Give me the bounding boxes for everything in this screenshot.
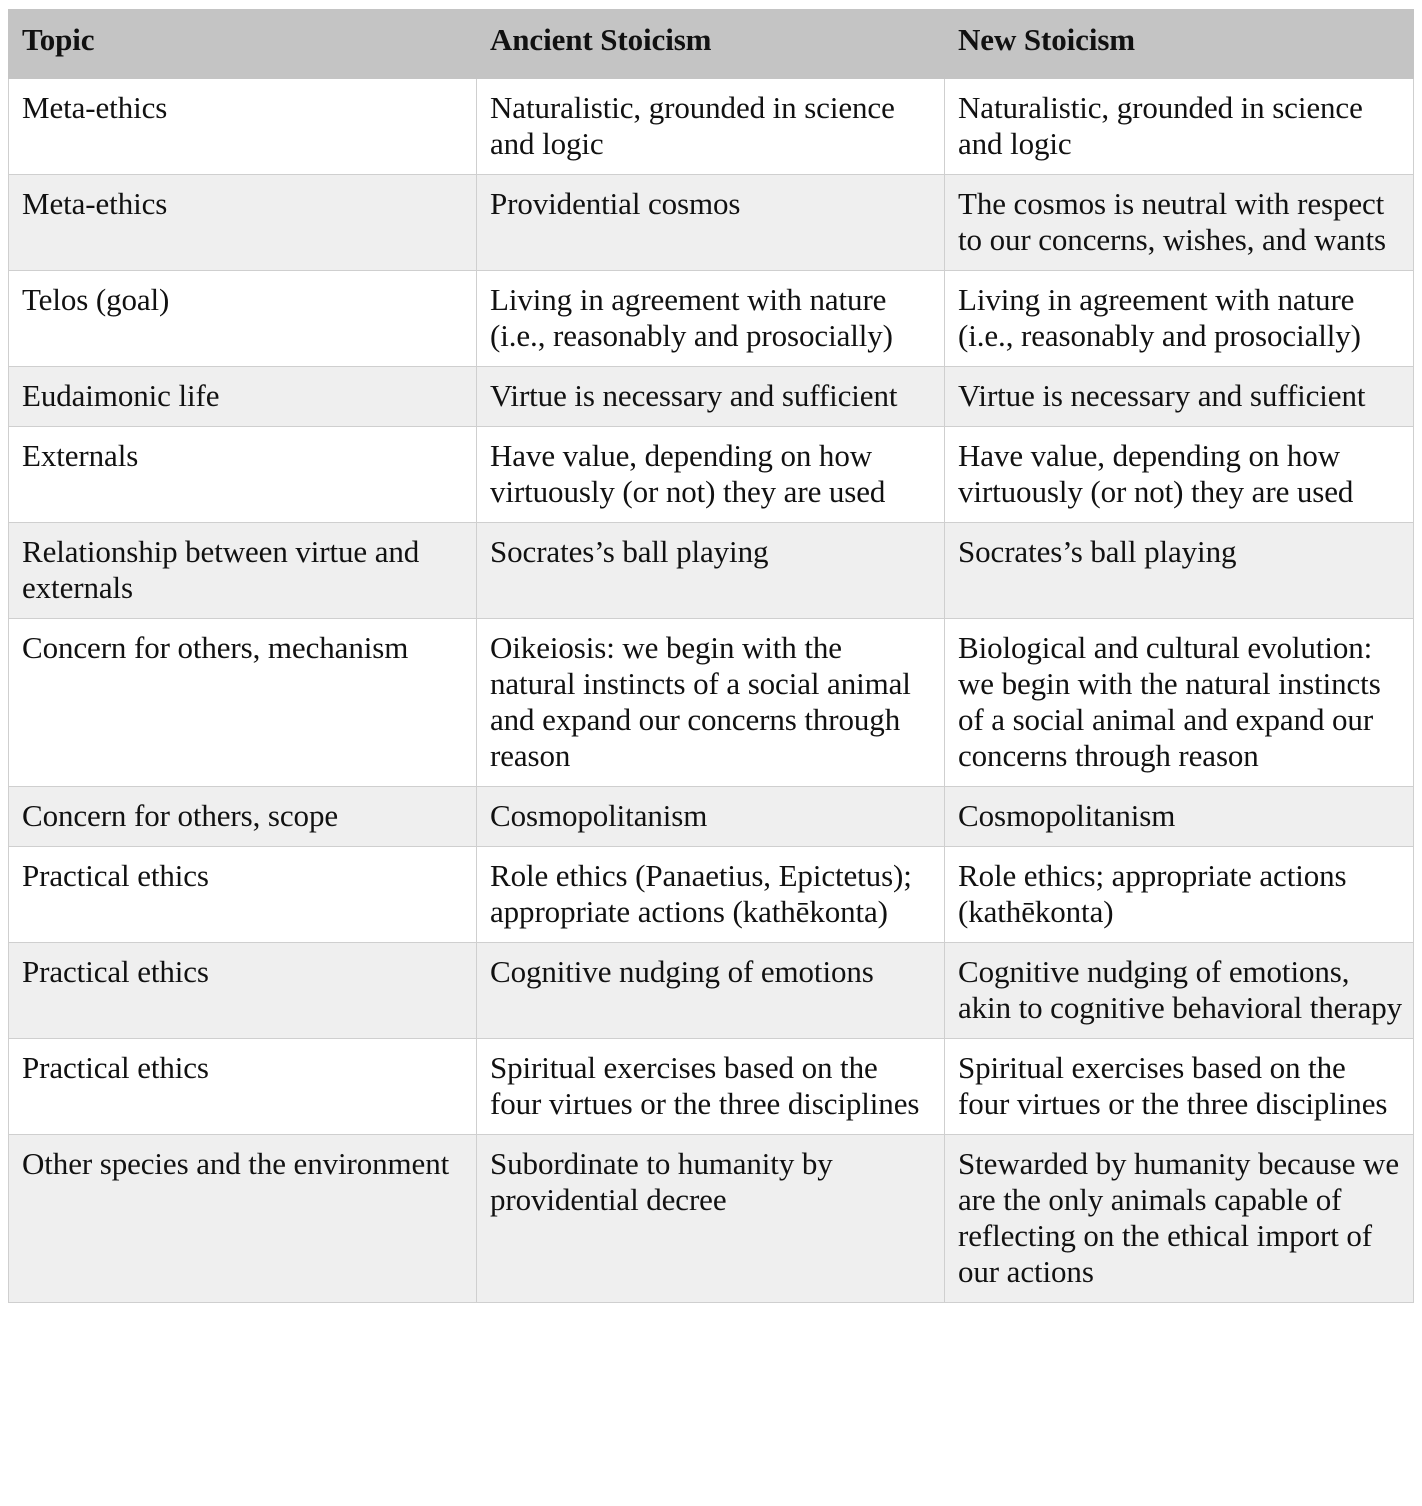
stoicism-comparison-table xyxy=(8,9,1414,1303)
new-stoicism-cell: Living in agreement with nature (i.e., reasonably and prosocially) xyxy=(945,271,1414,367)
topic-cell: Externals xyxy=(9,427,477,523)
ancient-stoicism-cell: Have value, depending on how virtuously (or not) they are used xyxy=(477,427,945,523)
new-stoicism-cell: Biological and cultural evolution: we begin with the natural instincts of a social animal and expand our concerns through reason xyxy=(945,619,1414,787)
table-row xyxy=(9,79,1414,175)
table-row xyxy=(9,1135,1414,1303)
topic-cell: Telos (goal) xyxy=(9,271,477,367)
new-stoicism-cell: Cognitive nudging of emotions, akin to cognitive behavioral therapy xyxy=(945,943,1414,1039)
table-row xyxy=(9,847,1414,943)
ancient-stoicism-cell: Naturalistic, grounded in science and logic xyxy=(477,79,945,175)
topic-cell: Practical ethics xyxy=(9,847,477,943)
ancient-stoicism-cell: Cognitive nudging of emotions xyxy=(477,943,945,1039)
ancient-stoicism-cell: Subordinate to humanity by providential decree xyxy=(477,1135,945,1303)
new-stoicism-cell: Spiritual exercises based on the four virtues or the three disciplines xyxy=(945,1039,1414,1135)
topic-cell: Relationship between virtue and externals xyxy=(9,523,477,619)
table-row xyxy=(9,787,1414,847)
table-row xyxy=(9,175,1414,271)
new-stoicism-cell: Virtue is necessary and sufficient xyxy=(945,367,1414,427)
ancient-stoicism-cell: Providential cosmos xyxy=(477,175,945,271)
topic-cell: Other species and the environment xyxy=(9,1135,477,1303)
ancient-stoicism-cell: Oikeiosis: we begin with the natural instincts of a social animal and expand our concerns through reason xyxy=(477,619,945,787)
new-stoicism-cell: Cosmopolitanism xyxy=(945,787,1414,847)
header-row xyxy=(9,10,1414,79)
table-header xyxy=(9,10,1414,79)
table-row xyxy=(9,523,1414,619)
new-stoicism-cell: Stewarded by humanity because we are the only animals capable of reflecting on the ethical import of our actions xyxy=(945,1135,1414,1303)
table-row xyxy=(9,1039,1414,1135)
ancient-stoicism-cell: Spiritual exercises based on the four virtues or the three disciplines xyxy=(477,1039,945,1135)
topic-cell: Concern for others, scope xyxy=(9,787,477,847)
topic-cell: Concern for others, mechanism xyxy=(9,619,477,787)
new-stoicism-cell: Have value, depending on how virtuously (or not) they are used xyxy=(945,427,1414,523)
ancient-stoicism-cell: Socrates’s ball playing xyxy=(477,523,945,619)
topic-cell: Eudaimonic life xyxy=(9,367,477,427)
column-header-ancient-stoicism: Ancient Stoicism xyxy=(477,10,945,79)
new-stoicism-cell: Role ethics; appropriate actions (kathēkonta) xyxy=(945,847,1414,943)
table-row xyxy=(9,271,1414,367)
new-stoicism-cell: Naturalistic, grounded in science and logic xyxy=(945,79,1414,175)
new-stoicism-cell: The cosmos is neutral with respect to our concerns, wishes, and wants xyxy=(945,175,1414,271)
ancient-stoicism-cell: Living in agreement with nature (i.e., reasonably and prosocially) xyxy=(477,271,945,367)
column-header-new-stoicism: New Stoicism xyxy=(945,10,1414,79)
topic-cell: Practical ethics xyxy=(9,943,477,1039)
topic-cell: Meta-ethics xyxy=(9,175,477,271)
column-header-topic: Topic xyxy=(9,10,477,79)
table-body xyxy=(9,79,1414,1303)
topic-cell: Meta-ethics xyxy=(9,79,477,175)
table-row xyxy=(9,619,1414,787)
table-row xyxy=(9,943,1414,1039)
ancient-stoicism-cell: Cosmopolitanism xyxy=(477,787,945,847)
comparison-table-container xyxy=(8,9,1413,1303)
topic-cell: Practical ethics xyxy=(9,1039,477,1135)
new-stoicism-cell: Socrates’s ball playing xyxy=(945,523,1414,619)
ancient-stoicism-cell: Role ethics (Panaetius, Epictetus); appropriate actions (kathēkonta) xyxy=(477,847,945,943)
table-row xyxy=(9,427,1414,523)
ancient-stoicism-cell: Virtue is necessary and sufficient xyxy=(477,367,945,427)
table-row xyxy=(9,367,1414,427)
